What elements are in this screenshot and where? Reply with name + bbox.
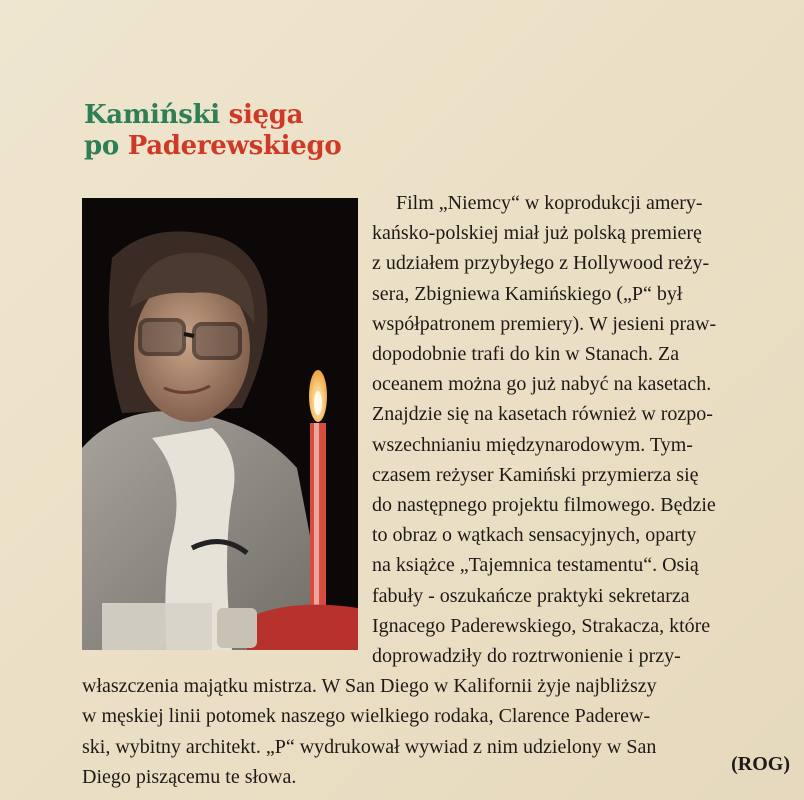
- headline-word-3: po: [84, 131, 119, 161]
- body-line-3: z udziałem przybyłego z Hollywood reży-: [372, 252, 710, 275]
- body-line-18: w męskiej linii potomek naszego wielkiego rodaka, Clarence Paderew-: [82, 705, 651, 728]
- body-line-1: Film „Niemcy“ w koprodukcji amery-: [396, 192, 703, 214]
- body-line-6: dopodobnie trafi do kin w Stanach. Za: [372, 343, 680, 366]
- body-line-2: kańsko-polskiej miał już polską premierę: [372, 222, 702, 245]
- body-line-11: do następnego projektu filmowego. Będzie: [372, 494, 716, 517]
- body-line-5: współpatronem premiery). W jesieni praw-: [372, 312, 717, 335]
- body-line-19: ski, wybitny architekt. „P“ wydrukował wywiad z nim udzielony w San: [82, 735, 657, 758]
- headline-word-1: Kamiński: [84, 100, 220, 130]
- body-line-10: czasem reżyser Kamiński przymierza się: [372, 463, 699, 486]
- photo-wrap-space: [82, 188, 372, 642]
- body-line-9: wszechnianiu międzynarodowym. Tym-: [372, 433, 693, 456]
- body-line-17: właszczenia majątku mistrza. W San Diego w Kalifornii żyje najbliższy: [82, 675, 657, 698]
- body-line-20: Diego piszącemu te słowa.: [82, 765, 297, 788]
- headline-word-4: Paderewskiego: [127, 131, 342, 161]
- body-line-14: fabuły - oszukańcze praktyki sekretarza: [372, 584, 690, 607]
- body-line-16: doprowadziły do roztrwonienie i przy-: [372, 645, 681, 668]
- body-line-8: Znajdzie się na kasetach również w rozpo-: [372, 403, 713, 426]
- body-line-12: to obraz o wątkach sensacyjnych, oparty: [372, 524, 697, 547]
- article-body: [82, 188, 792, 792]
- headline-word-2: sięga: [228, 100, 304, 130]
- body-line-15: Ignacego Paderewskiego, Strakacza, które: [372, 614, 711, 637]
- author-byline: (ROG): [731, 753, 790, 775]
- body-line-13: na książce „Tajemnica testamentu“. Osią: [372, 554, 699, 577]
- body-line-4: sera, Zbigniewa Kamińskiego („P“ był: [372, 282, 683, 305]
- body-line-7: oceanem można go już nabyć na kasetach.: [372, 373, 712, 396]
- article-headline: [84, 100, 404, 162]
